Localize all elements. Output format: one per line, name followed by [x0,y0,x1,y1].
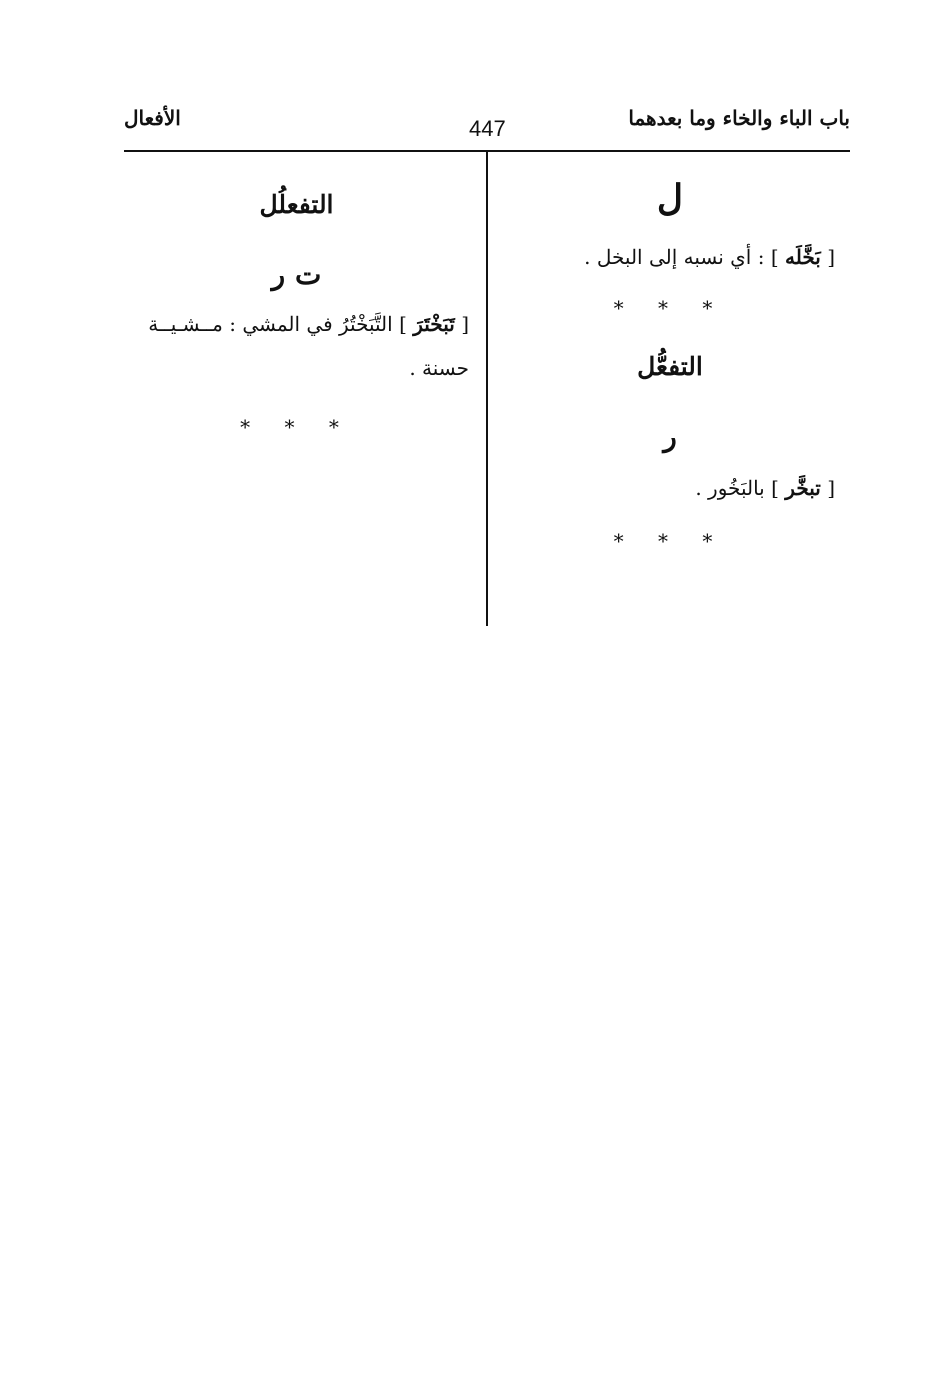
form-heading: التفعُّل [637,352,703,381]
dictionary-entry [124,305,469,387]
open-bracket: [ [461,312,469,336]
entry-headword: تَبَخْتَرَ [413,312,455,336]
root-letter-heading: ل [656,177,684,219]
left-column [124,180,469,437]
page-header [124,100,850,150]
entry-definition: : أي نسبه إلى البخل . [584,245,765,269]
section-title: الأفعال [124,106,181,130]
entry-definition: بالبَخُور . [695,476,765,500]
entry-line [124,305,469,343]
close-bracket: ] [771,476,779,500]
asterisk-separator: * * * [613,296,727,320]
close-bracket: ] [770,245,779,269]
entry-definition-continued: حسنة . [409,356,469,380]
asterisk-separator: * * * [240,415,353,439]
open-bracket: [ [827,476,835,500]
dictionary-entry [505,469,835,507]
form-heading: التفعلُل [259,190,334,219]
chapter-title: باب الباء والخاء وما بعدهما [628,106,850,130]
root-letters-heading: ت ر [271,258,322,291]
right-column [505,177,835,553]
column-divider [486,152,488,626]
entry-headword: تبخَّر [785,476,821,500]
entry-headword: بَخَّلَه [785,245,821,269]
entry-definition: التَّبَخْتُرُ في المشي : مــشـيــة [148,312,393,336]
asterisk-separator: * * * [613,529,727,553]
root-letter-heading: ر [663,420,677,453]
dictionary-entry [505,238,835,276]
open-bracket: [ [827,245,835,269]
close-bracket: ] [399,312,407,336]
page-number: 447 [469,116,506,141]
